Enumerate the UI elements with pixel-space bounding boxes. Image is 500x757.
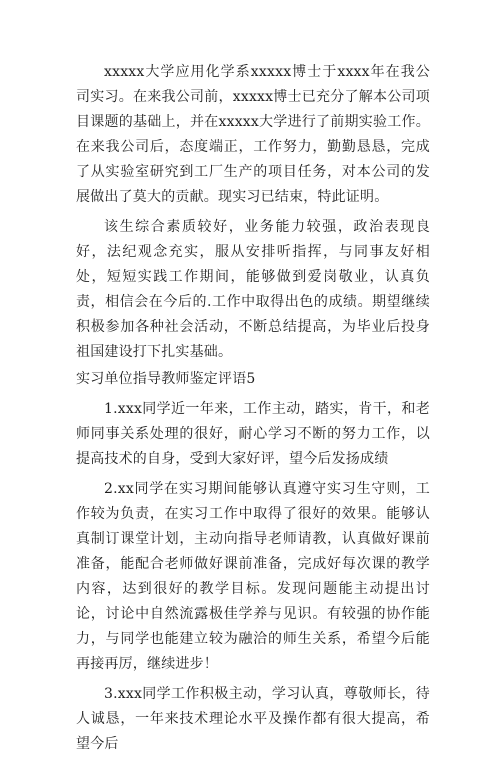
paragraph-overall-evaluation: 该生综合素质较好，业务能力较强，政治表现良好，法纪观念充实，服从安排听指挥，与同事友好相处，短短实践工作期间，能够做到爱岗敬业，认真负责，相信会在今后的.工作中取得出色的成绩。期望继续积极参加各种社会活动，不断总结提高，为毕业后投身祖国建设打下扎实基础。	[76, 219, 430, 360]
paragraph-comment-1: 1.xxx同学近一年来，工作主动，踏实，肯干，和老师同事关系处理的很好，耐心学习不断的努力工作，以提高技术的自身，受到大家好评，望今后发扬成绩	[76, 401, 430, 467]
paragraph-comment-3: 3.xxx同学工作积极主动，学习认真，尊敬师长，待人诚恳，一年来技术理论水平及操作都有很大提高，希望今后	[76, 686, 430, 752]
paragraph-internship-certificate: xxxxx大学应用化学系xxxxx博士于xxxx年在我公司实习。在来我公司前，xxxxx博士已充分了解本公司项目课题的基础上，并在xxxxx大学进行了前期实验工作。在来我公司后，态度端正，工作努力，勤勤恳恳，完成了从实验室研究到工厂生产的项目任务，对本公司的发展做出了莫大的贡献。现实习已结束，特此证明。	[76, 64, 430, 205]
section-heading: 实习单位指导教师鉴定评语5	[76, 371, 256, 387]
paragraph-comment-2: 2.xx同学在实习期间能够认真遵守实习生守则，工作较为负责，在实习工作中取得了很好的效果。能够认真制订课堂计划，主动向指导老师请教，认真做好课前准备，能配合老师做好课前准备，完成好每次课的教学内容，达到很好的教学目标。发现问题能主动提出讨论，讨论中自然流露极佳学养与见识。有较强的协作能力，与同学也能建立较为融洽的师生关系，希望今后能再接再厉，继续进步！	[76, 481, 430, 672]
document-body	[76, 60, 430, 757]
